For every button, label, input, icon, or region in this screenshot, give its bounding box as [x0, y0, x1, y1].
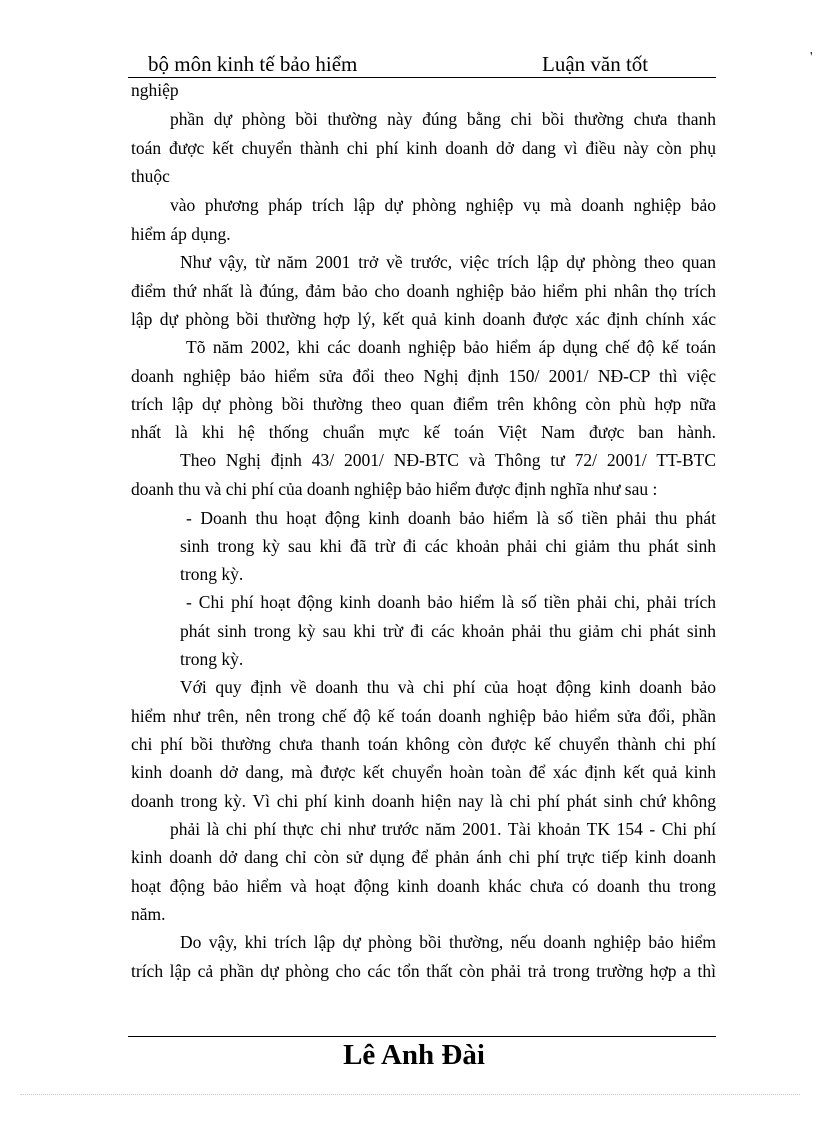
- text-line: trích lập cả phần dự phòng cho các tổn thất còn phải trả trong trường hợp a thì: [131, 961, 716, 981]
- text-line: phát sinh trong kỳ sau khi trừ đi các khoản phải thu giảm chi phát sinh: [180, 621, 716, 641]
- text-line: - Doanh thu hoạt động kinh doanh bảo hiểm là số tiền phải thu phát: [186, 508, 716, 528]
- text-line: Tõ năm 2002, khi các doanh nghiệp bảo hiểm áp dụng chế độ kế toán: [186, 337, 716, 357]
- text-line: nhất là khi hệ thống chuẩn mực kế toán Việt Nam được ban hành.: [131, 422, 716, 442]
- text-line: chi phí bồi thường chưa thanh toán không còn được kế chuyển thành chi phí: [131, 734, 716, 754]
- page-header-left: bộ môn kinh tế bảo hiểm: [148, 52, 358, 76]
- text-line: lập dự phòng bồi thường hợp lý, kết quả kinh doanh được xác định chính xác: [131, 309, 716, 329]
- text-line: phần dự phòng bồi thường này đúng bằng chi bồi thường chưa thanh: [170, 109, 716, 129]
- text-line: Như vậy, từ năm 2001 trở về trước, việc trích lập dự phòng theo quan: [180, 252, 716, 272]
- text-line: doanh nghiệp bảo hiểm sửa đổi theo Nghị định 150/ 2001/ NĐ-CP thì việc: [131, 366, 716, 386]
- text-line: trong kỳ.: [180, 564, 244, 584]
- text-line: năm.: [131, 904, 166, 924]
- text-line: nghiệp: [131, 80, 179, 100]
- edge-mark: ': [810, 50, 813, 65]
- text-line: kinh doanh dở dang chỉ còn sử dụng để phản ánh chi phí trực tiếp kinh doanh: [131, 847, 716, 867]
- text-line: doanh trong kỳ. Vì chi phí kinh doanh hiện nay là chi phí phát sinh chứ không: [131, 791, 716, 811]
- text-line: doanh thu và chi phí của doanh nghiệp bảo hiểm được định nghĩa như sau :: [131, 479, 658, 499]
- text-line: hoạt động bảo hiểm và hoạt động kinh doanh khác chưa có doanh thu trong: [131, 876, 716, 896]
- page-header-right: Luận văn tốt: [542, 52, 649, 76]
- text-line: Với quy định về doanh thu và chi phí của hoạt động kinh doanh bảo: [180, 677, 716, 697]
- text-line: trong kỳ.: [180, 649, 244, 669]
- footer-divider: [128, 1036, 716, 1037]
- text-line: toán được kết chuyển thành chi phí kinh doanh dở dang vì điều này còn phụ: [131, 138, 716, 158]
- text-line: Theo Nghị định 43/ 2001/ NĐ-BTC và Thông tư 72/ 2001/ TT-BTC: [180, 450, 716, 470]
- page-bottom-border: [20, 1094, 800, 1095]
- text-line: kinh doanh dở dang, mà được kết chuyển hoàn toàn để xác định kết quả kinh: [131, 762, 716, 782]
- text-line: Do vậy, khi trích lập dự phòng bồi thường, nếu doanh nghiệp bảo hiểm: [180, 932, 716, 952]
- text-line: vào phương pháp trích lập dự phòng nghiệp vụ mà doanh nghiệp bảo: [170, 195, 716, 215]
- text-line: thuộc: [131, 166, 170, 186]
- text-line: trích lập dự phòng bồi thường theo quan điểm trên không còn phù hợp nữa: [131, 394, 716, 414]
- text-line: - Chi phí hoạt động kinh doanh bảo hiểm là số tiền phải chi, phải trích: [186, 592, 716, 612]
- text-line: điểm thứ nhất là đúng, đảm bảo cho doanh nghiệp bảo hiểm phi nhân thọ trích: [131, 281, 716, 301]
- text-line: hiểm áp dụng.: [131, 224, 231, 244]
- text-line: sinh trong kỳ sau khi đã trừ đi các khoản phải chi giảm thu phát sinh: [180, 536, 716, 556]
- text-line: phải là chi phí thực chi như trước năm 2001. Tài khoản TK 154 - Chi phí: [170, 819, 716, 839]
- header-divider: [128, 77, 716, 78]
- text-line: hiểm như trên, nên trong chế độ kế toán doanh nghiệp bảo hiểm sửa đổi, phần: [131, 706, 716, 726]
- footer-author-name: Lê Anh Đài: [343, 1039, 485, 1071]
